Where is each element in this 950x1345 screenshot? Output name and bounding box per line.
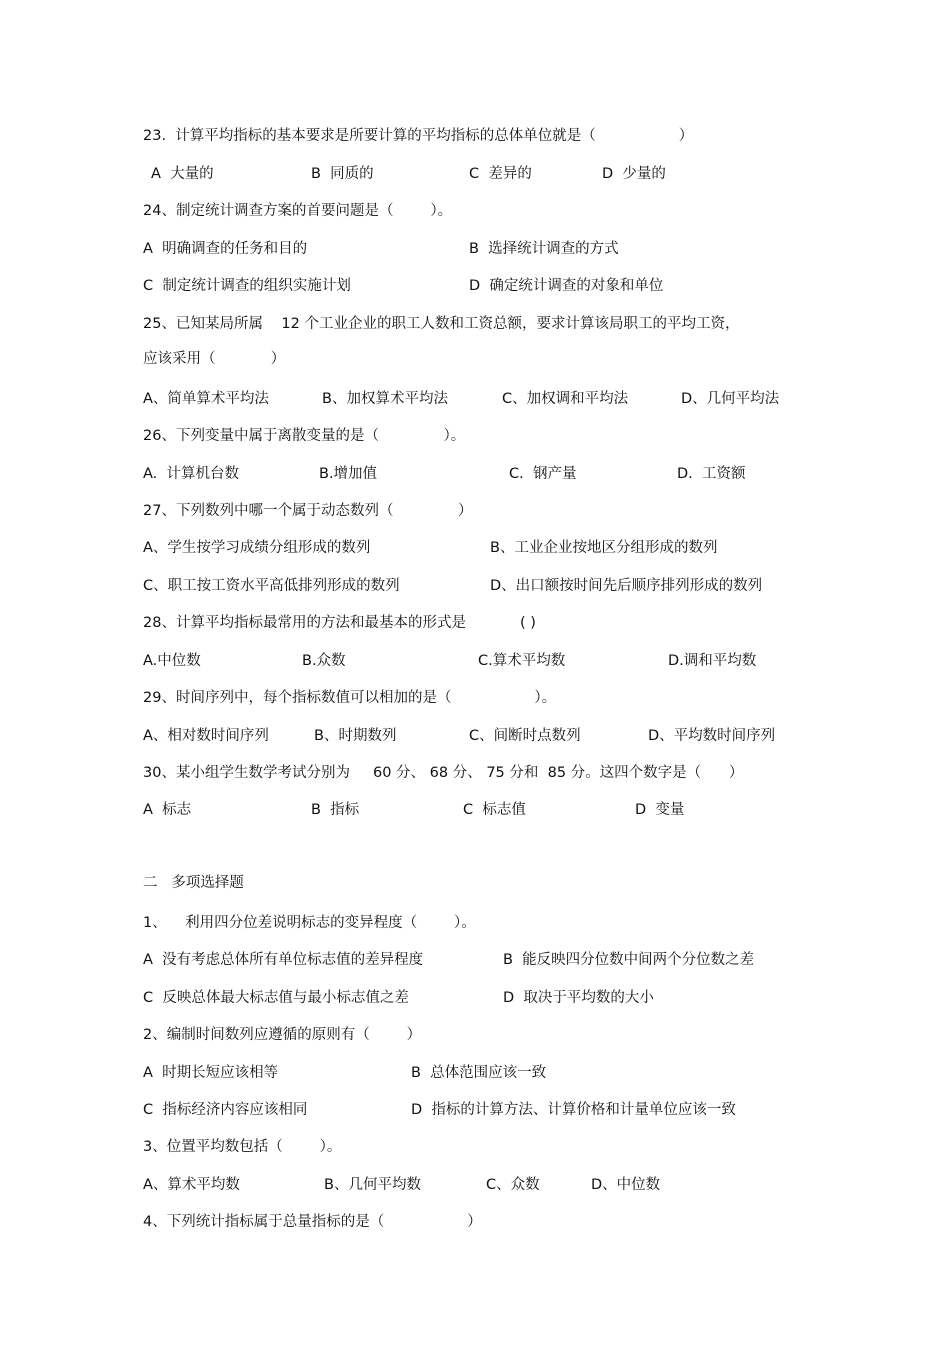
option-c: C 制定统计调查的组织实施计划	[143, 278, 351, 294]
question-28: 28、计算平均指标最常用的方法和最基本的形式是	[143, 615, 466, 631]
option-b: B 能反映四分位数中间两个分位数之差	[503, 952, 755, 968]
question-25: 25、已知某局所属 12 个工业企业的职工人数和工资总额，要求计算该局职工的平均工资，	[143, 316, 740, 332]
question-23: 23. 计算平均指标的基本要求是所要计算的平均指标的总体单位就是（ ）	[143, 128, 694, 144]
option-c: C 差异的	[469, 166, 532, 182]
mc-question-2: 2、编制时间数列应遵循的原则有（ ）	[143, 1027, 422, 1043]
option-a: A 没有考虑总体所有单位标志值的差异程度	[143, 952, 424, 968]
option-d: D、中位数	[591, 1177, 661, 1193]
option-b: B 选择统计调查的方式	[469, 241, 619, 257]
option-c: C 反映总体最大标志值与最小标志值之差	[143, 990, 409, 1006]
option-a: A 明确调查的任务和目的	[143, 241, 308, 257]
option-d: D 少量的	[602, 166, 666, 182]
option-d: D.调和平均数	[668, 653, 757, 669]
option-a: A、算术平均数	[143, 1177, 240, 1193]
option-b: B 总体范围应该一致	[411, 1065, 547, 1081]
option-d: D 指标的计算方法、计算价格和计量单位应该一致	[411, 1102, 736, 1118]
option-b: B.众数	[302, 653, 346, 669]
option-b: B、工业企业按地区分组形成的数列	[490, 540, 718, 556]
option-c: C 标志值	[463, 802, 526, 818]
option-c: C、职工按工资水平高低排列形成的数列	[143, 578, 400, 594]
option-b: B、时期数列	[314, 728, 397, 744]
option-d: D、出口额按时间先后顺序排列形成的数列	[490, 578, 763, 594]
question-25-cont: 应该采用（ ）	[143, 351, 286, 367]
mc-question-3: 3、位置平均数包括（ ）。	[143, 1139, 342, 1155]
option-d: D 确定统计调查的对象和单位	[469, 278, 664, 294]
question-29: 29、时间序列中，每个指标数值可以相加的是（ ）。	[143, 690, 557, 706]
question-30: 30、某小组学生数学考试分别为 60 分、 68 分、 75 分和 85 分。这四个数字是（ ）	[143, 765, 744, 781]
option-a: A、简单算术平均法	[143, 391, 269, 407]
option-a: A、相对数时间序列	[143, 728, 269, 744]
option-a: A 大量的	[151, 166, 214, 182]
option-d: D. 工资额	[677, 466, 746, 482]
mc-question-1: 1、 利用四分位差说明标志的变异程度（ ）。	[143, 915, 476, 931]
option-b: B 同质的	[311, 166, 374, 182]
option-c: C 指标经济内容应该相同	[143, 1102, 308, 1118]
option-c: C.算术平均数	[478, 653, 566, 669]
option-a: A 标志	[143, 802, 192, 818]
option-b: B.增加值	[319, 466, 378, 482]
option-d: D 取决于平均数的大小	[503, 990, 654, 1006]
question-27: 27、下列数列中哪一个属于动态数列（ ）	[143, 503, 473, 519]
question-26: 26、下列变量中属于离散变量的是（ ）。	[143, 428, 466, 444]
mc-question-4: 4、下列统计指标属于总量指标的是（ ）	[143, 1214, 482, 1230]
option-b: B、加权算术平均法	[322, 391, 448, 407]
option-b: B、几何平均数	[324, 1177, 421, 1193]
section-heading: 二 多项选择题	[143, 875, 244, 891]
option-b: B 指标	[311, 802, 360, 818]
option-a: A 时期长短应该相等	[143, 1065, 279, 1081]
option-c: C、间断时点数列	[469, 728, 581, 744]
option-a: A. 计算机台数	[143, 466, 239, 482]
option-d: D 变量	[635, 802, 685, 818]
option-a: A.中位数	[143, 653, 201, 669]
option-d: D、平均数时间序列	[648, 728, 776, 744]
option-a: A、学生按学习成绩分组形成的数列	[143, 540, 371, 556]
option-c: C、众数	[486, 1177, 540, 1193]
option-d: D、几何平均法	[681, 391, 780, 407]
option-c: C. 钢产量	[509, 466, 577, 482]
option-c: C、加权调和平均法	[502, 391, 629, 407]
question-24: 24、制定统计调查方案的首要问题是（ ）。	[143, 203, 453, 219]
question-28-paren: ( )	[520, 615, 536, 631]
